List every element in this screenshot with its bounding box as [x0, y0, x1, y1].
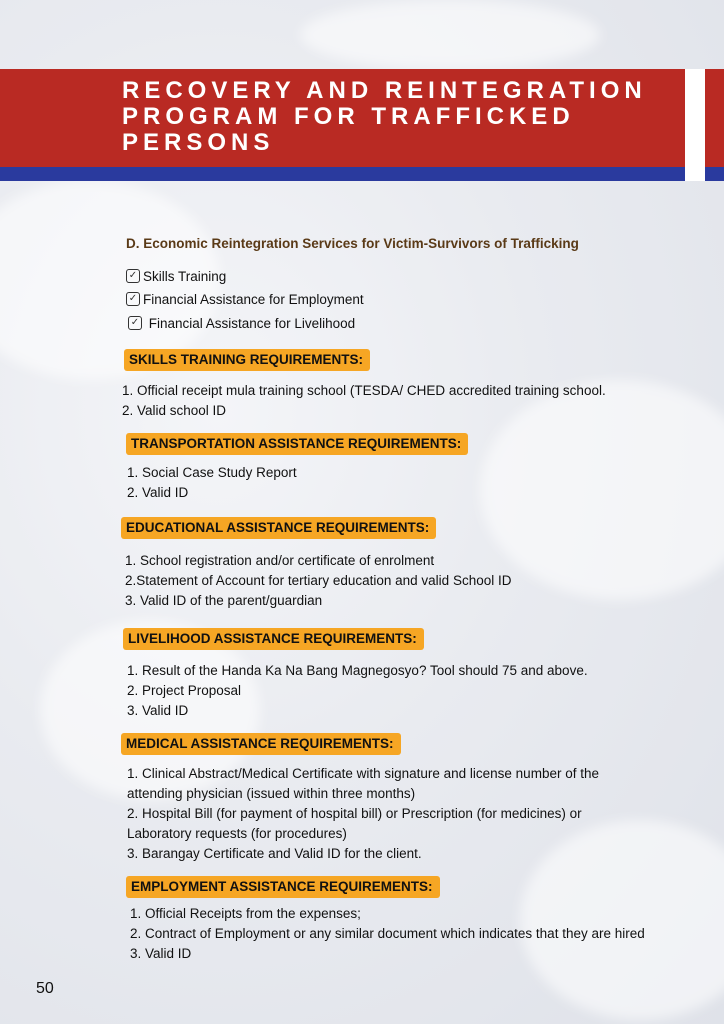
list-item: 2. Project Proposal	[127, 683, 242, 698]
list-item: 2. Valid ID	[127, 485, 189, 500]
header-divider	[685, 69, 705, 181]
medical-requirements-label: MEDICAL ASSISTANCE REQUIREMENTS:	[121, 733, 401, 755]
list-item: 1. Social Case Study Report	[127, 465, 297, 480]
educational-requirements-label: EDUCATIONAL ASSISTANCE REQUIREMENTS:	[121, 517, 436, 539]
list-item: 1. Clinical Abstract/Medical Certificate with signature and license number of the	[127, 766, 599, 781]
transportation-requirements-list	[127, 463, 297, 503]
checkbox-checked-icon: ✓	[126, 292, 140, 306]
transportation-requirements-label: TRANSPORTATION ASSISTANCE REQUIREMENTS:	[126, 433, 468, 455]
list-item: 2. Contract of Employment or any similar document which indicates that they are hired	[130, 926, 645, 941]
educational-requirements-list	[125, 551, 511, 611]
list-item	[126, 288, 364, 310]
page-number: 50	[36, 980, 54, 997]
list-item: 3. Valid ID of the parent/guardian	[125, 593, 323, 608]
medical-requirements-list	[127, 764, 599, 864]
list-item: 2.Statement of Account for tertiary education and valid School ID	[125, 573, 512, 588]
list-item: 3. Barangay Certificate and Valid ID for the client.	[127, 846, 422, 861]
list-item: 1. Official Receipts from the expenses;	[130, 906, 361, 921]
list-item: 2. Hospital Bill (for payment of hospital bill) or Prescription (for medicines) or	[127, 806, 582, 821]
background-texture	[300, 0, 600, 70]
skills-requirements-list	[122, 381, 606, 421]
checkbox-checked-icon: ✓	[128, 316, 142, 330]
skills-requirements-label: SKILLS TRAINING REQUIREMENTS:	[124, 349, 370, 371]
livelihood-requirements-list	[127, 661, 588, 721]
header-stripe	[0, 167, 724, 181]
employment-requirements-list	[130, 904, 645, 964]
employment-requirements-label: EMPLOYMENT ASSISTANCE REQUIREMENTS:	[126, 876, 440, 898]
list-item: 3. Valid ID	[130, 946, 192, 961]
list-item: 1. School registration and/or certificate of enrolment	[125, 553, 435, 568]
list-item: attending physician (issued within three months)	[127, 786, 416, 801]
list-item: 1. Result of the Handa Ka Na Bang Magnegosyo? Tool should 75 and above.	[127, 663, 588, 678]
service-label: Financial Assistance for Livelihood	[145, 315, 356, 331]
checkbox-checked-icon: ✓	[126, 269, 140, 283]
livelihood-requirements-label: LIVELIHOOD ASSISTANCE REQUIREMENTS:	[123, 628, 424, 650]
services-checklist	[126, 265, 364, 335]
list-item: Laboratory requests (for procedures)	[127, 826, 347, 841]
section-title: D. Economic Reintegration Services for Victim-Survivors of Trafficking	[126, 236, 579, 251]
list-item: 3. Valid ID	[127, 703, 189, 718]
list-item: 2. Valid school ID	[122, 403, 227, 418]
list-item	[126, 265, 364, 287]
list-item	[126, 312, 364, 334]
service-label: Financial Assistance for Employment	[143, 291, 364, 307]
service-label: Skills Training	[143, 268, 227, 284]
list-item: 1. Official receipt mula training school (TESDA/ CHED accredited training school.	[122, 383, 606, 398]
page-title: RECOVERY AND REINTEGRATION PROGRAM FOR TRAFFICKED PERSONS	[122, 77, 647, 156]
